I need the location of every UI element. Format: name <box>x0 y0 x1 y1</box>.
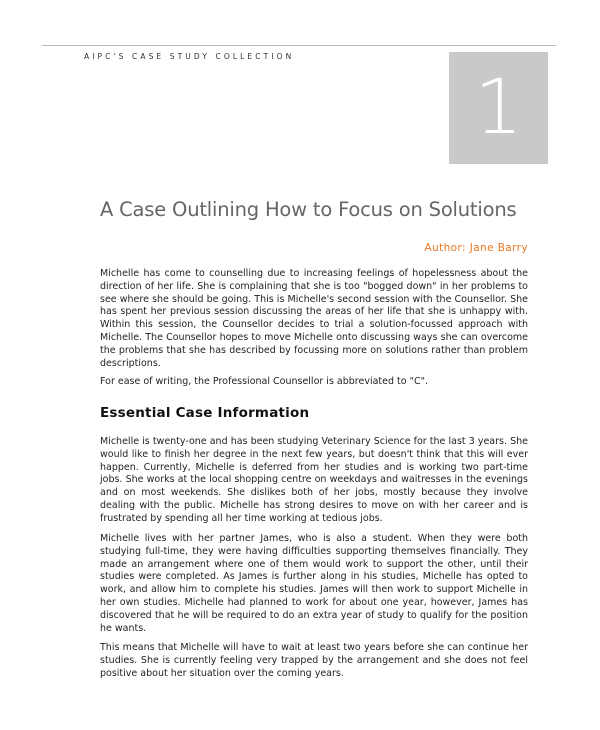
collection-label: AIPC'S CASE STUDY COLLECTION <box>84 52 295 61</box>
section-heading: Essential Case Information <box>100 405 310 421</box>
abbreviation-note: For ease of writing, the Professional Counsellor is abbreviated to "C". <box>100 376 428 387</box>
header-divider <box>42 45 556 46</box>
document-title: A Case Outlining How to Focus on Solutions <box>100 198 517 221</box>
intro-paragraph: Michelle has come to counselling due to increasing feelings of hopelessness about the direction of her life. She is complaining that she is too "bogged down" in her problems to see where she should be going. This is Michelle's second session with the Counsellor. She has spent her previous session discussing the areas of her life that she is unhappy with. Within this session, the Counsellor decides to trial a solution-focussed approach with Michelle. The Counsellor hopes to move Michelle onto discussing ways she can overcome the problems that she has described by focussing more on solutions rather than problem descriptions. <box>100 268 528 369</box>
chapter-number: 1 <box>474 62 523 151</box>
author-line: Author: Jane Barry <box>424 242 528 254</box>
case-paragraph: Michelle lives with her partner James, who is also a student. When they were both studying full-time, they were having difficulties supporting themselves financially. They made an arrangement where one of them would work to support the other, until their studies were completed. As James is further along in his studies, Michelle has opted to work, and allow him to complete his studies. James will then work to support Michelle in her own studies. Michelle had planned to work for about one year, however, James has discovered that he will be required to do an extra year of study to qualify for the position he wants. <box>100 533 528 634</box>
case-paragraph: This means that Michelle will have to wait at least two years before she can continue her studies. She is currently feeling very trapped by the arrangement and she does not feel positive about her situation over the coming years. <box>100 642 528 679</box>
case-paragraph: Michelle is twenty-one and has been studying Veterinary Science for the last 3 years. She would like to finish her degree in the next few years, but doesn't think that this will ever happen. Currently, Michelle is deferred from her studies and is working two part-time jobs. She works at the local shopping centre on weekdays and waitresses in the evenings and on most weekends. She dislikes both of her jobs, mostly because they involve dealing with the public. Michelle has strong desires to move on with her career and is frustrated by spending all her time working at tedious jobs. <box>100 436 528 524</box>
chapter-number-box <box>449 52 548 164</box>
